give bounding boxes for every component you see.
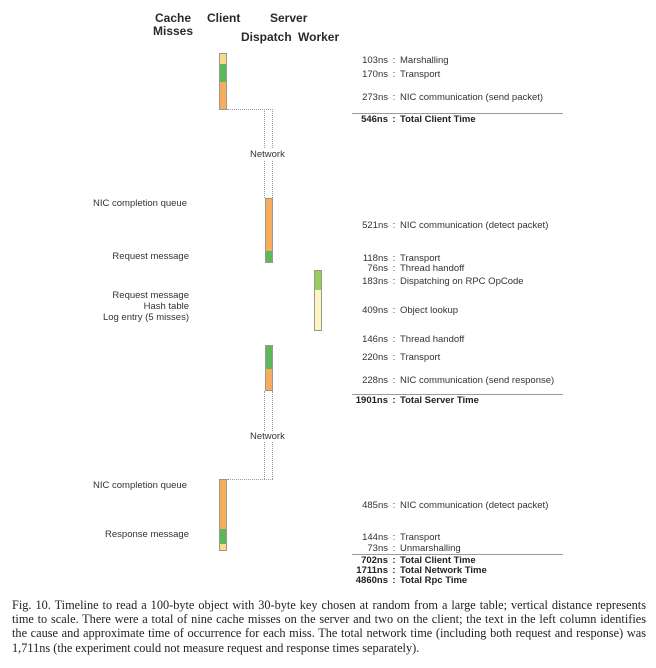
timing-sep: : [392,555,396,566]
network-label-request: Network [250,149,285,160]
timing-unmarshalling [340,543,461,554]
timing-value: 118ns [362,253,388,264]
timing-value: 144ns [362,532,388,543]
timing-value: 4860ns [355,575,388,586]
timing-nic-send-response [340,375,554,386]
timing-sep: : [392,375,396,386]
timing-sep: : [392,500,396,511]
timing-thread-handoff-2 [340,334,464,345]
network-label-response: Network [250,431,285,442]
timing-value: 273ns [362,92,388,103]
timing-value: 103ns [362,55,388,66]
timing-label: Transport [400,532,441,543]
transport-segment [266,346,272,369]
timing-label: Total Rpc Time [400,575,468,586]
timing-label: NIC communication (send packet) [400,92,544,103]
timing-server-transport-2 [340,352,440,363]
header-client: Client [207,11,241,25]
timing-sep: : [392,543,396,554]
cache-miss-nic-queue-response: NIC completion queue [93,480,187,491]
timing-label: NIC communication (detect packet) [400,220,549,231]
header-cache-line1: Cache [154,11,192,25]
figure-caption: Fig. 10. Timeline to read a 100-byte object with 30-byte key chosen at random from a large table; vertical distance represents time to scale. There were a total of nine cache misses on the server and two on the client; the text in the left column identifies the cause and approximate time of occurrence for each miss. The total network time (including both request and response) was 1,711ns (the experiment could not measure request and response times separately). [12,598,646,655]
transport-segment [220,529,226,544]
worker-bar [314,270,322,331]
timing-client-transport [340,532,440,543]
header-worker: Worker [298,30,340,44]
timing-label: Thread handoff [400,334,465,345]
timing-sep: : [392,395,396,406]
cache-miss-request-message: Request message [112,251,189,262]
timing-label: Thread handoff [400,263,465,274]
nic-detect-segment [266,199,272,251]
timing-value: 183ns [362,276,388,287]
timing-value: 170ns [362,69,388,80]
timing-sep: : [392,276,396,287]
cache-miss-request-message-worker: Request message [112,290,189,301]
timing-sep: : [392,334,396,345]
timing-value: 73ns [367,543,388,554]
timing-sep: : [392,55,396,66]
transport-segment [220,64,226,82]
timing-value: 228ns [362,375,388,386]
timing-value: 146ns [362,334,388,345]
timing-label: Transport [400,352,441,363]
timing-total-rpc [340,575,467,586]
timing-sep: : [392,352,396,363]
nic-send-response-segment [266,369,272,390]
timing-transport [340,69,440,80]
marshalling-segment [220,54,226,64]
cache-miss-response-message: Response message [105,529,189,540]
timing-label: Total Server Time [400,395,479,406]
timing-value: 546ns [361,114,388,125]
timing-value: 409ns [362,305,388,316]
timing-sep: : [392,114,396,125]
network-path-response-horizontal [227,479,273,480]
timing-nic-send [340,92,543,103]
header-server: Server [270,11,308,25]
timing-label: Total Client Time [400,114,476,125]
cache-miss-nic-queue-request: NIC completion queue [93,198,187,209]
timing-label: Marshalling [400,55,449,66]
cache-miss-hash-table: Hash table [143,301,189,312]
timing-marshalling [340,55,449,66]
timing-label: Dispatching on RPC OpCode [400,276,524,287]
header-misses-line2: Misses [152,24,194,38]
header-dispatch: Dispatch [241,30,292,44]
timing-total-server [340,395,479,406]
timing-label: Unmarshalling [400,543,461,554]
timing-label: Total Network Time [400,565,487,576]
nic-detect-segment [220,480,226,529]
timing-value: 1901ns [355,395,388,406]
timing-sep: : [392,253,396,264]
timing-label: NIC communication (detect packet) [400,500,549,511]
timing-sep: : [392,220,396,231]
transport-segment [266,251,272,262]
object-lookup-segment [315,290,321,330]
timing-sep: : [392,575,396,586]
nic-send-segment [220,82,226,109]
dispatch-receive-bar [265,198,273,263]
timing-sep: : [392,263,396,274]
timing-label: Object lookup [400,305,459,316]
timing-total-client-request [340,114,476,125]
timing-label: Transport [400,69,441,80]
timing-value: 485ns [362,500,388,511]
timing-value: 220ns [362,352,388,363]
timing-sep: : [392,92,396,103]
timing-value: 702ns [361,555,388,566]
timing-sep: : [392,532,396,543]
header-cache-misses [148,12,198,38]
network-path-request-horizontal [227,109,273,110]
timing-sep: : [392,305,396,316]
timing-label: Total Client Time [400,555,476,566]
timing-nic-detect [340,220,548,231]
timing-label: Transport [400,253,441,264]
timing-sep: : [392,565,396,576]
timing-object-lookup [340,305,458,316]
unmarshalling-segment [220,544,226,550]
timing-label: NIC communication (send response) [400,375,555,386]
timing-value: 76ns [367,263,388,274]
timing-value: 521ns [362,220,388,231]
timing-value: 1711ns [356,565,388,576]
client-response-bar [219,479,227,551]
timing-sep: : [392,69,396,80]
client-request-bar [219,53,227,110]
timing-dispatch-opcode [340,276,524,287]
dispatch-send-bar [265,345,273,391]
cache-miss-log-entry: Log entry (5 misses) [102,312,189,323]
timing-thread-handoff-1 [340,263,464,274]
timing-client-nic-detect [340,500,548,511]
dispatch-opcode-segment [315,271,321,290]
